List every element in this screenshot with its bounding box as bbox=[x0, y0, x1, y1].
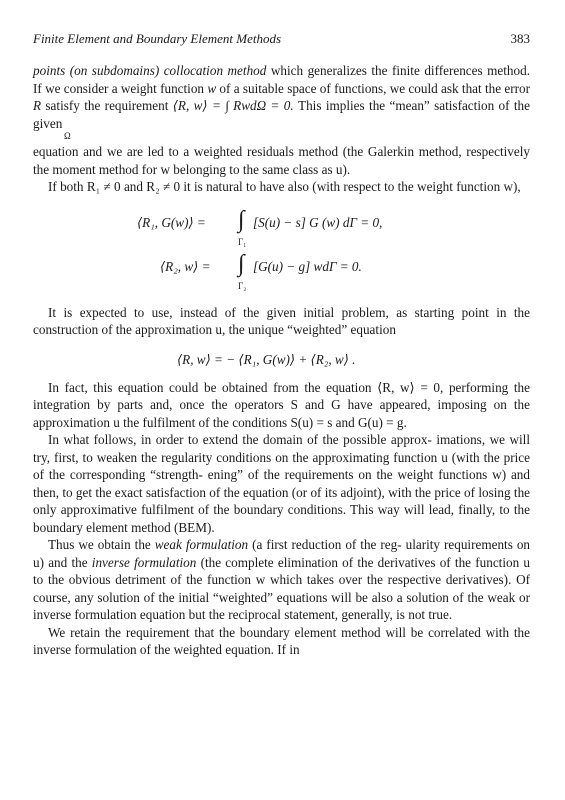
text-span: It is expected to use, instead of the given initial problem, as starting bbox=[48, 304, 455, 320]
text-span: If both R₁ ≠ 0 and R₂ ≠ 0 it is natural to have also (with respect to bbox=[48, 179, 395, 194]
integral-sign: ∫ bbox=[238, 250, 245, 277]
equation-3 bbox=[33, 347, 530, 379]
running-header bbox=[33, 30, 530, 48]
equation-1 bbox=[33, 202, 530, 246]
text-span: Thus we obtain the bbox=[48, 537, 155, 552]
text-span: approximating function u (with the price of the corresponding “strength- bbox=[33, 449, 530, 482]
paragraph-2 bbox=[33, 178, 530, 196]
text-span: differences method. If we consider a weight function bbox=[33, 63, 530, 96]
equation-rhs: [G(u) − g] wdΓ = 0. bbox=[253, 258, 362, 274]
main-text bbox=[33, 62, 530, 659]
text-span: satisfy the requirement bbox=[41, 98, 169, 113]
paragraph-1-cont bbox=[33, 143, 530, 178]
text-span: point in the construction of the approximation u, the unique “weighted” bbox=[33, 304, 530, 337]
text-span: ularity requirements on u) and the bbox=[33, 537, 531, 570]
text-span: performing the integration by parts and, once the operators S and G bbox=[33, 379, 531, 412]
method-name: points (on subdomains) collocation method bbox=[33, 63, 267, 78]
integral-subscript: Ω bbox=[64, 131, 71, 141]
text-span: of a suitable bbox=[216, 80, 284, 96]
text-span: generally, is not true. bbox=[341, 607, 453, 622]
paragraph-6 bbox=[33, 536, 530, 624]
term-inverse-formulation: inverse formulation bbox=[91, 554, 197, 570]
running-title: Finite Element and Boundary Element Methods bbox=[33, 31, 282, 46]
integral-subscript-row bbox=[33, 132, 530, 143]
text-span: imations, we will try, first, to weaken the regularity conditions on the bbox=[33, 432, 530, 465]
text-span: of the function w which takes over the respective derivatives). Of course, bbox=[33, 572, 530, 605]
text-span: method, respectively the moment method for w belonging to the same bbox=[33, 144, 531, 177]
symbol-w: w bbox=[207, 80, 217, 96]
paragraph-3 bbox=[33, 304, 530, 339]
symbol-R: R bbox=[33, 98, 42, 113]
paragraph-7 bbox=[33, 624, 530, 659]
text-span: any solution of the initial “weighted” equations will be also a solution of bbox=[74, 589, 464, 605]
page-number: 383 bbox=[510, 31, 530, 46]
equation-2 bbox=[33, 246, 530, 294]
text-span: This implies the “mean” satisfaction of the given bbox=[33, 98, 530, 131]
paragraph-4 bbox=[33, 379, 530, 432]
text-span: conditions S(u) = s and G(u) = g. bbox=[232, 414, 407, 430]
text-span: This way will lead, finally, to the boundary element method (BEM). bbox=[33, 502, 530, 535]
text-span: equation and we are led to a weighted residuals method (the Galerkin bbox=[33, 144, 415, 159]
text-span: which generalizes the finite bbox=[266, 63, 420, 78]
text-span: (a first reduction of the reg- bbox=[248, 537, 402, 552]
text-span: class as u). bbox=[292, 161, 351, 177]
text-span: equation bbox=[350, 322, 396, 337]
integral-sign: ∫ bbox=[238, 206, 245, 233]
inline-equation: ⟨R, w⟩ = ∫ RwdΩ = 0. bbox=[172, 98, 294, 113]
text-span: In fact, this equation could be obtained from the equation ⟨R, w⟩ = 0, bbox=[48, 379, 444, 395]
text-span: We retain the requirement that the boundary element method will be bbox=[48, 624, 424, 640]
text-span: In what follows, in order to extend the domain of the possible approx- bbox=[48, 432, 432, 447]
equation-rhs: [S(u) − s] G (w) dΓ = 0, bbox=[253, 214, 383, 230]
spacer bbox=[33, 294, 530, 304]
paragraph-5 bbox=[33, 431, 530, 536]
text-span: the exact satisfaction of the equation (or of its adjoint), with the price bbox=[95, 484, 461, 500]
text-span: space of functions, we could ask that the error bbox=[287, 80, 531, 96]
weighted-equation: ⟨R, w⟩ = − ⟨R₁, G(w)⟩ + ⟨R₂, w⟩ . bbox=[177, 351, 356, 367]
text-span: have appeared, imposing on the approximation u the fulfilment of the bbox=[33, 397, 531, 430]
text-span: of losing the only approximative fulfilment of the boundary conditions. bbox=[33, 484, 531, 517]
paragraph-1 bbox=[33, 62, 530, 132]
text-span: elimination of the derivatives of the function u to the obvious detriment bbox=[33, 554, 530, 587]
term-weak-formulation: weak formulation bbox=[154, 537, 249, 552]
text-span: the weak or inverse formulation equation but the reciprocal statement, bbox=[33, 589, 531, 622]
text-span: the weight function w), bbox=[397, 179, 521, 194]
integral-subscript: Γ₂ bbox=[238, 280, 247, 291]
equation-lhs: ⟨R₁, G(w)⟩ = bbox=[137, 214, 206, 230]
text-span: ening” of the requirements on the weight functions w) and then, to get bbox=[33, 467, 530, 500]
text-span: (the complete bbox=[196, 554, 274, 570]
text-span: correlated with the inverse formulation of the weighted equation. If in bbox=[33, 624, 530, 657]
integral-subscript: Γ₁ bbox=[238, 236, 247, 247]
equation-lhs: ⟨R₂, w⟩ = bbox=[160, 258, 211, 274]
